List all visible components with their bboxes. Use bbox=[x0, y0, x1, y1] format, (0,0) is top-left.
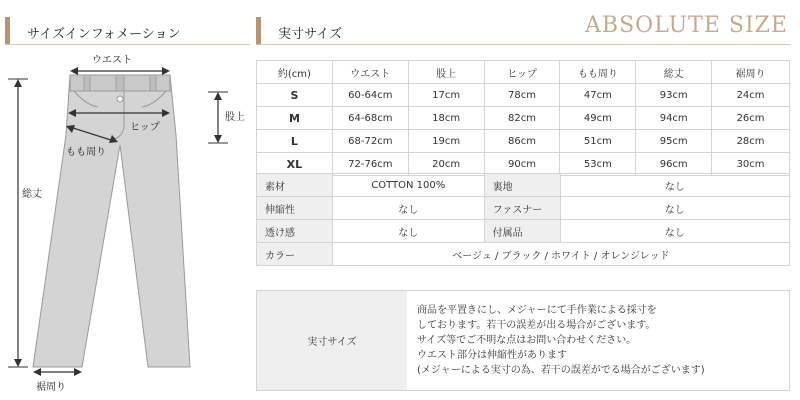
attribute-table bbox=[256, 173, 790, 266]
header-cell: 約(cm) bbox=[257, 61, 333, 84]
table-cell: 53cm bbox=[560, 153, 636, 176]
header-cell: 総丈 bbox=[636, 61, 712, 84]
table-cell: 72-76cm bbox=[332, 153, 408, 176]
size-table bbox=[256, 60, 790, 176]
belt-loop-left bbox=[84, 75, 90, 91]
note-line: しております。若干の誤差が出る場合がございます。 bbox=[417, 320, 656, 331]
sheer-value: なし bbox=[332, 220, 484, 243]
table-row bbox=[257, 130, 790, 153]
table-row bbox=[257, 84, 790, 107]
size-cell: M bbox=[257, 107, 333, 130]
table-cell: 30cm bbox=[712, 153, 790, 176]
size-cell: XL bbox=[257, 153, 333, 176]
color-value: ベージュ / ブラック / ホワイト / オレンジレッド bbox=[332, 243, 789, 266]
table-cell: 95cm bbox=[636, 130, 712, 153]
lining-label: 裏地 bbox=[484, 174, 560, 197]
pants-illustration bbox=[0, 45, 255, 400]
header-accent-bar bbox=[5, 17, 10, 45]
header-cell: 股上 bbox=[408, 61, 484, 84]
lining-value: なし bbox=[560, 174, 789, 197]
stretch-label: 伸縮性 bbox=[257, 197, 333, 220]
size-info-header bbox=[5, 17, 250, 45]
table-cell: 86cm bbox=[484, 130, 560, 153]
sheer-label: 透け感 bbox=[257, 220, 333, 243]
table-cell: 26cm bbox=[712, 107, 790, 130]
header-cell: ヒップ bbox=[484, 61, 560, 84]
size-table-header-row bbox=[257, 61, 790, 84]
belt-loop-center bbox=[116, 75, 124, 91]
table-cell: 78cm bbox=[484, 84, 560, 107]
table-row bbox=[257, 107, 790, 130]
table-cell: 90cm bbox=[484, 153, 560, 176]
header-accent-bar bbox=[256, 17, 261, 45]
table-cell: 60-64cm bbox=[332, 84, 408, 107]
stretch-value: なし bbox=[332, 197, 484, 220]
measurement-note bbox=[256, 290, 790, 391]
table-cell: 64-68cm bbox=[332, 107, 408, 130]
table-cell: 24cm bbox=[712, 84, 790, 107]
accessory-value: なし bbox=[560, 220, 789, 243]
color-label: カラー bbox=[257, 243, 333, 266]
header-cell: 裾周り bbox=[712, 61, 790, 84]
table-cell: 82cm bbox=[484, 107, 560, 130]
table-cell: 47cm bbox=[560, 84, 636, 107]
table-cell: 93cm bbox=[636, 84, 712, 107]
table-cell: 28cm bbox=[712, 130, 790, 153]
length-label: 総丈 bbox=[22, 189, 42, 200]
size-cell: S bbox=[257, 84, 333, 107]
rise-label: 股上 bbox=[225, 112, 245, 123]
note-label: 実寸サイズ bbox=[257, 291, 407, 390]
brand-heading: ABSOLUTE SIZE bbox=[585, 13, 788, 38]
note-text bbox=[407, 291, 789, 390]
size-cell: L bbox=[257, 130, 333, 153]
note-line: ウエスト部分は伸縮性があります bbox=[417, 350, 567, 361]
table-cell: 96cm bbox=[636, 153, 712, 176]
table-cell: 17cm bbox=[408, 84, 484, 107]
waist-label: ウエスト bbox=[92, 55, 132, 66]
size-info-panel bbox=[0, 0, 255, 400]
attribute-row bbox=[257, 243, 790, 266]
pants-shape bbox=[33, 75, 190, 367]
header-cell: ウエスト bbox=[332, 61, 408, 84]
note-line: (メジャーによる実寸の為、若干の誤差がでる場合がございます) bbox=[417, 365, 705, 376]
table-cell: 18cm bbox=[408, 107, 484, 130]
material-value: COTTON 100% bbox=[332, 174, 484, 197]
table-cell: 51cm bbox=[560, 130, 636, 153]
hip-label: ヒップ bbox=[130, 122, 160, 133]
accessory-label: 付属品 bbox=[484, 220, 560, 243]
attribute-row bbox=[257, 174, 790, 197]
table-cell: 19cm bbox=[408, 130, 484, 153]
table-cell: 49cm bbox=[560, 107, 636, 130]
fastener-label: ファスナー bbox=[484, 197, 560, 220]
thigh-label: もも周り bbox=[66, 147, 106, 158]
size-info-title: サイズインフォメーション bbox=[27, 27, 181, 42]
note-line: サイズ等でご不明な点はお問い合わせください。 bbox=[417, 335, 637, 346]
material-label: 素材 bbox=[257, 174, 333, 197]
attribute-row bbox=[257, 197, 790, 220]
pants-diagram bbox=[0, 45, 255, 400]
note-line: 商品を平置きにし、メジャーにて手作業による採寸を bbox=[417, 305, 657, 316]
table-cell: 20cm bbox=[408, 153, 484, 176]
belt-loop-right bbox=[150, 75, 156, 91]
table-cell: 94cm bbox=[636, 107, 712, 130]
waist-button bbox=[117, 96, 123, 102]
actual-size-title: 実寸サイズ bbox=[278, 27, 342, 42]
header-cell: もも周り bbox=[560, 61, 636, 84]
table-cell: 68-72cm bbox=[332, 130, 408, 153]
attribute-row bbox=[257, 220, 790, 243]
hem-label: 裾周り bbox=[36, 382, 66, 393]
header-rule bbox=[256, 44, 790, 45]
fastener-value: なし bbox=[560, 197, 789, 220]
